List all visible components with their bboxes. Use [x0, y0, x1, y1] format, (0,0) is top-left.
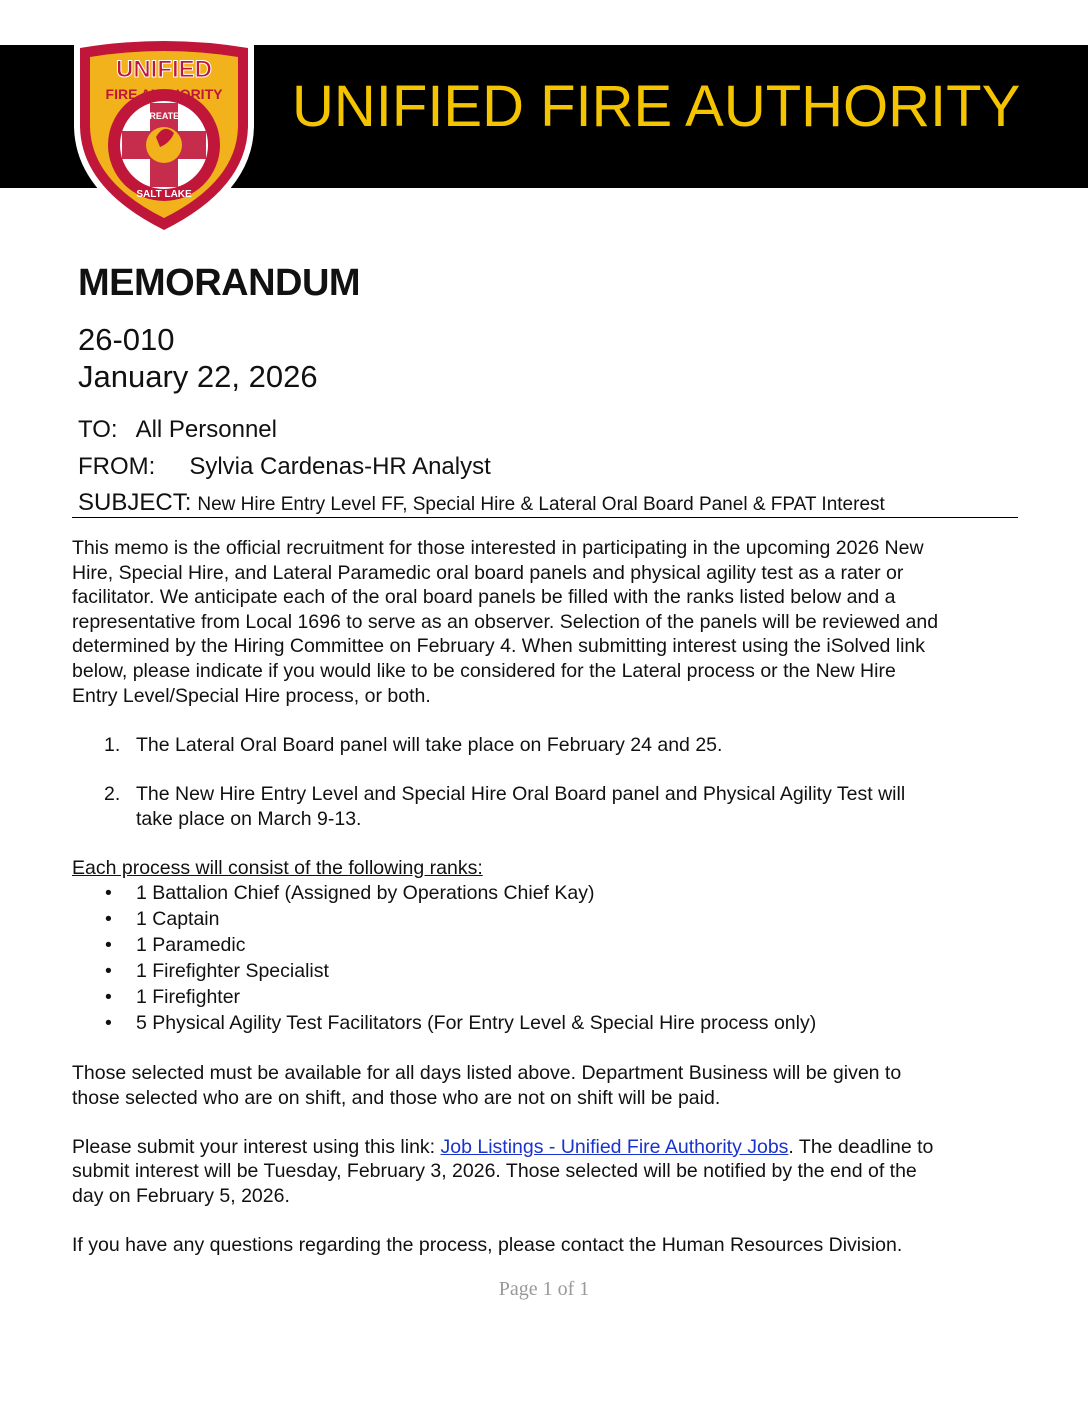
- list-item: • 1 Captain: [105, 908, 220, 931]
- list-item: • 5 Physical Agility Test Facilitators (For Entry Level & Special Hire process only): [105, 1012, 817, 1035]
- submit-suffix: . The deadline to: [788, 1135, 934, 1158]
- paragraph-line: those selected who are on shift, and those who are not on shift will be paid.: [72, 1086, 721, 1109]
- ranks-heading: Each process will consist of the following ranks:: [72, 856, 483, 879]
- closing-line: If you have any questions regarding the process, please contact the Human Resources Division.: [72, 1234, 903, 1257]
- to-value: All Personnel: [135, 416, 277, 443]
- intro-line: facilitator. We anticipate each of the oral board panels be filled with the ranks listed below and a: [72, 586, 896, 609]
- job-listings-link[interactable]: Job Listings - Unified Fire Authority Jobs: [440, 1135, 789, 1158]
- item-line: The Lateral Oral Board panel will take place on February 24 and 25.: [136, 733, 723, 756]
- bullet-icon: •: [105, 908, 112, 931]
- bullet-icon: •: [105, 882, 112, 905]
- item-line: The New Hire Entry Level and Special Hire Oral Board panel and Physical Agility Test will: [136, 782, 906, 805]
- to-label: TO:: [78, 416, 118, 443]
- subject-value: New Hire Entry Level FF, Special Hire & Lateral Oral Board Panel & FPAT Interest: [197, 494, 885, 515]
- header-divider: [72, 517, 1018, 518]
- subject-line: [78, 489, 885, 517]
- numbered-item: [72, 782, 1032, 831]
- intro-line: Entry Level/Special Hire process, or both.: [72, 684, 431, 707]
- numbered-list: [72, 733, 1032, 831]
- item-number: 1.: [104, 733, 121, 756]
- availability-paragraph: [72, 1061, 1032, 1110]
- intro-line: This memo is the official recruitment for those interested in participating in the upcoming 2026 New: [72, 537, 924, 559]
- badge-arc-text: FIRE AUTHORITY: [105, 86, 223, 102]
- ranks-list: [72, 880, 1032, 1036]
- from-value: Sylvia Cardenas-HR Analyst: [189, 453, 491, 480]
- list-item: • 1 Battalion Chief (Assigned by Operations Chief Kay): [105, 882, 595, 905]
- from-label: FROM:: [78, 453, 156, 480]
- item-line: take place on March 9-13.: [136, 807, 362, 830]
- badge-bottom-text: SALT LAKE: [136, 189, 192, 200]
- memo-title: MEMORANDUM: [78, 262, 361, 304]
- submit-prefix: Please submit your interest using this link:: [72, 1135, 441, 1158]
- bullet-icon: •: [105, 1012, 112, 1035]
- from-line: [78, 453, 491, 481]
- paragraph-line: day on February 5, 2026.: [72, 1184, 290, 1207]
- list-item: • 1 Firefighter Specialist: [105, 960, 329, 983]
- submit-paragraph: [72, 1135, 1032, 1209]
- paragraph-line: Those selected must be available for all days listed above. Department Business will be given to: [72, 1061, 902, 1084]
- banner-title: UNIFIED FIRE AUTHORITY: [292, 74, 1021, 139]
- paragraph-line: [72, 1135, 1032, 1160]
- to-line: [78, 416, 277, 444]
- bullet-icon: •: [105, 960, 112, 983]
- subject-label: SUBJECT:: [78, 489, 192, 516]
- badge-top-text: UNIFIED: [116, 56, 212, 83]
- memo-body: [72, 536, 1032, 1258]
- list-item: • 1 Paramedic: [105, 934, 246, 957]
- page-number: Page 1 of 1: [498, 1278, 590, 1300]
- memo-date: January 22, 2026: [78, 359, 318, 394]
- numbered-item: [72, 733, 1032, 758]
- item-number: 2.: [104, 782, 121, 805]
- intro-line: representative from Local 1696 to serve as an observer. Selection of the panels will be reviewed and: [72, 610, 939, 633]
- bullet-icon: •: [105, 986, 112, 1009]
- intro-line: below, please indicate if you would like to be considered for the Lateral process or the New Hire: [72, 659, 896, 682]
- badge-greater-text: GREATER: [142, 111, 186, 121]
- bullet-icon: •: [105, 934, 112, 957]
- paragraph-line: submit interest will be Tuesday, February 3, 2026. Those selected will be notified by the end of the: [72, 1160, 917, 1183]
- fire-department-shield-badge-icon: [66, 33, 262, 241]
- list-item: • 1 Firefighter: [105, 986, 241, 1009]
- intro-line: Hire, Special Hire, and Lateral Paramedic oral board panels and physical agility test as a rater or: [72, 561, 904, 584]
- memo-number: 26-010: [78, 322, 175, 357]
- intro-line: determined by the Hiring Committee on February 4. When submitting interest using the iSolved link: [72, 635, 925, 658]
- intro-paragraph: [72, 536, 1032, 708]
